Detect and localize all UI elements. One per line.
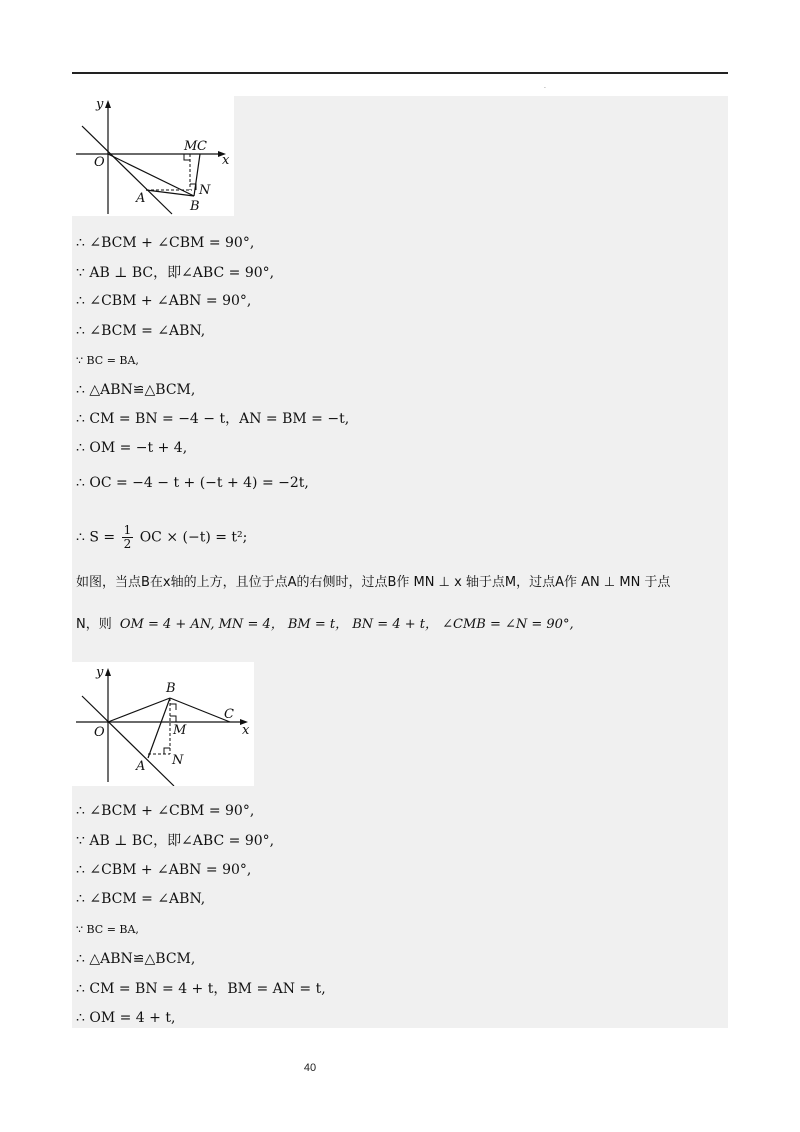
- fig2-label-o: O: [94, 725, 105, 740]
- fig1-label-a: A: [136, 191, 146, 206]
- fig2-label-c: C: [224, 707, 234, 722]
- proof1-line-3: ∴ ∠CBM + ∠ABN = 90°,: [76, 293, 252, 309]
- fig2-label-b: B: [166, 681, 176, 696]
- proof2-line-6: ∴ △ABN≌△BCM,: [76, 951, 196, 967]
- area-frac-den: 2: [123, 537, 132, 551]
- area-formula: [76, 524, 247, 551]
- proof1-line-8: ∴ OM = −t + 4,: [76, 440, 188, 456]
- fig1-label-o: O: [94, 155, 105, 170]
- figure-2: [72, 662, 254, 786]
- proof1-line-5: ∵ BC = BA,: [76, 354, 139, 367]
- header-rule: [72, 72, 728, 74]
- fig2-label-a: A: [136, 759, 146, 774]
- area-fraction: [122, 524, 134, 551]
- paragraph-line-1: 如图，当点B在x轴的上方，且位于点A的右侧时，过点B作 MN ⊥ x 轴于点M，过点A作 AN ⊥ MN 于点: [76, 575, 671, 590]
- figure-1-svg: [72, 96, 234, 216]
- fig2-label-n: N: [172, 753, 184, 768]
- proof1-line-9: ∴ OC = −4 − t + (−t + 4) = −2t,: [76, 475, 309, 491]
- fig1-label-n: N: [199, 183, 211, 198]
- proof1-line-7: ∴ CM = BN = −4 − t，AN = BM = −t,: [76, 411, 350, 427]
- proof1-line-4: ∴ ∠BCM = ∠ABN,: [76, 323, 206, 339]
- fig1-label-y: y: [96, 97, 104, 112]
- fig2-label-y: y: [96, 665, 104, 680]
- proof2-line-1: ∴ ∠BCM + ∠CBM = 90°,: [76, 803, 255, 819]
- fig2-label-m: M: [173, 723, 187, 738]
- proof2-line-8: ∴ OM = 4 + t,: [76, 1010, 176, 1026]
- proof1-line-2: ∵ AB ⊥ BC，即∠ABC = 90°,: [76, 265, 275, 281]
- proof2-line-2: ∵ AB ⊥ BC，即∠ABC = 90°,: [76, 833, 275, 849]
- figure-1: [72, 96, 234, 216]
- fig1-label-b: B: [190, 199, 200, 214]
- fig1-label-m: M: [184, 139, 198, 154]
- fig2-label-x: x: [242, 723, 250, 738]
- fig1-label-x: x: [222, 153, 230, 168]
- figure-2-svg: [72, 662, 254, 786]
- paragraph-line-2: [76, 616, 574, 634]
- area-prefix: ∴ S =: [76, 529, 116, 546]
- page-number: 40: [303, 1062, 317, 1074]
- proof2-line-5: ∵ BC = BA,: [76, 923, 139, 936]
- paragraph-line-2-prefix: N，则: [76, 617, 112, 632]
- proof1-line-1: ∴ ∠BCM + ∠CBM = 90°,: [76, 235, 255, 251]
- area-frac-num: 1: [123, 523, 132, 537]
- proof1-line-6: ∴ △ABN≌△BCM,: [76, 382, 196, 398]
- area-rest: OC × (−t) = t²;: [139, 529, 248, 546]
- proof2-line-3: ∴ ∠CBM + ∠ABN = 90°,: [76, 862, 252, 878]
- proof2-line-4: ∴ ∠BCM = ∠ABN,: [76, 891, 206, 907]
- proof2-line-7: ∴ CM = BN = 4 + t，BM = AN = t,: [76, 981, 326, 997]
- header-dot: ·: [544, 85, 546, 92]
- paragraph-line-2-math: OM = 4 + AN, MN = 4， BM = t， BN = 4 + t， ∠CMB = ∠N = 90°,: [119, 617, 574, 632]
- fig1-label-c: C: [197, 139, 207, 154]
